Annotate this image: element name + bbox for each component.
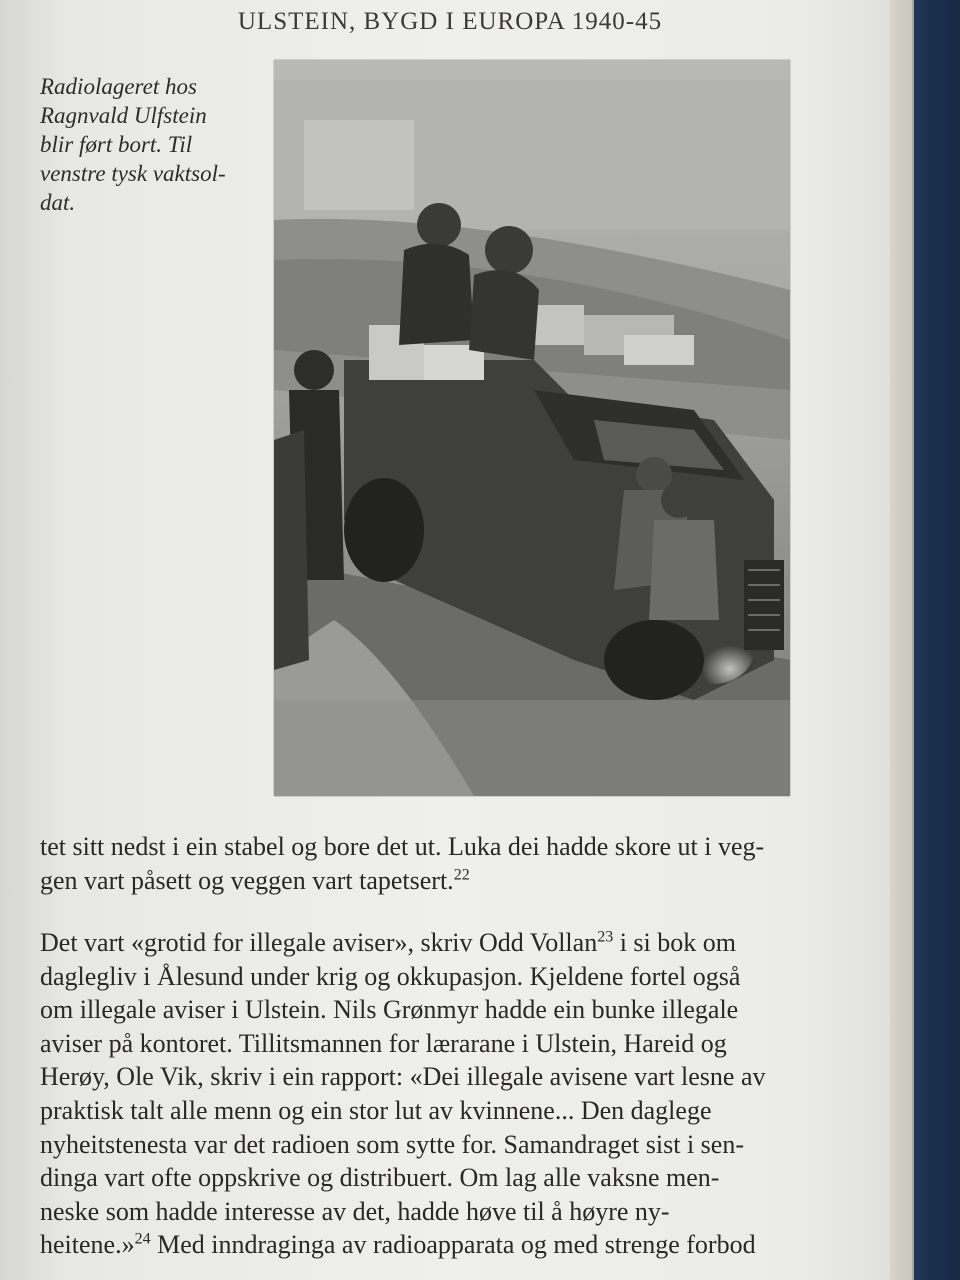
historical-photo [274, 60, 790, 796]
text-line: om illegale aviser i Ulstein. Nils Grønmyr hadde ein bunke illegale [40, 995, 739, 1025]
text-line: praktisk talt alle menn og ein stor lut av kvinnene... Den daglege [40, 1095, 712, 1125]
caption-line: Radiolageret hos [40, 74, 197, 99]
paragraph-continuation [40, 830, 870, 897]
text-line: gen vart påsett og veggen vart tapetsert.$^{22}$ [40, 865, 470, 895]
photo-truck-soldiers-icon [274, 60, 790, 796]
text-line: tet sitt nedst i ein stabel og bore det ut. Luka dei hadde skore ut i veg- [40, 832, 765, 861]
photo-caption [40, 72, 260, 217]
footnote-marker[interactable]: 22 [453, 865, 470, 883]
running-head: ULSTEIN, BYGD I EUROPA 1940-45 [237, 8, 663, 35]
text-line: neske som hadde interesse av det, hadde høve til å høyre ny- [40, 1196, 670, 1226]
text-line: Herøy, Ole Vik, skriv i ein rapport: «Dei illegale avisene vart lesne av [40, 1062, 766, 1092]
text-line: Det vart «grotid for illegale aviser», skriv Odd Vollan$^{23}$ i si bok om [40, 928, 736, 957]
caption-line: blir ført bort. Til [40, 132, 193, 157]
paragraph-illegal-newspapers [40, 926, 870, 1262]
footnote-marker[interactable]: 23 [597, 928, 614, 946]
caption-line: Ragnvald Ulfstein [40, 103, 207, 128]
text-line: nyheitstenesta var det radioen som sytte for. Samandraget sist i sen- [40, 1129, 744, 1159]
caption-line: venstre tysk vaktsol- [40, 161, 226, 186]
text-line: dinga vart ofte oppskrive og distribuert. Om lag alle vaksne men- [40, 1163, 720, 1193]
footnote-marker[interactable]: 24 [134, 1230, 151, 1248]
caption-line: dat. [40, 190, 76, 215]
text-line: heitene.»$^{24}$ Med inndraginga av radioapparata og med strenge forbod [40, 1230, 756, 1260]
text-line: daglegliv i Ålesund under krig og okkupasjon. Kjeldene fortel også [40, 961, 741, 991]
text-line: aviser på kontoret. Tillitsmannen for lærarane i Ulstein, Hareid og [40, 1028, 727, 1058]
